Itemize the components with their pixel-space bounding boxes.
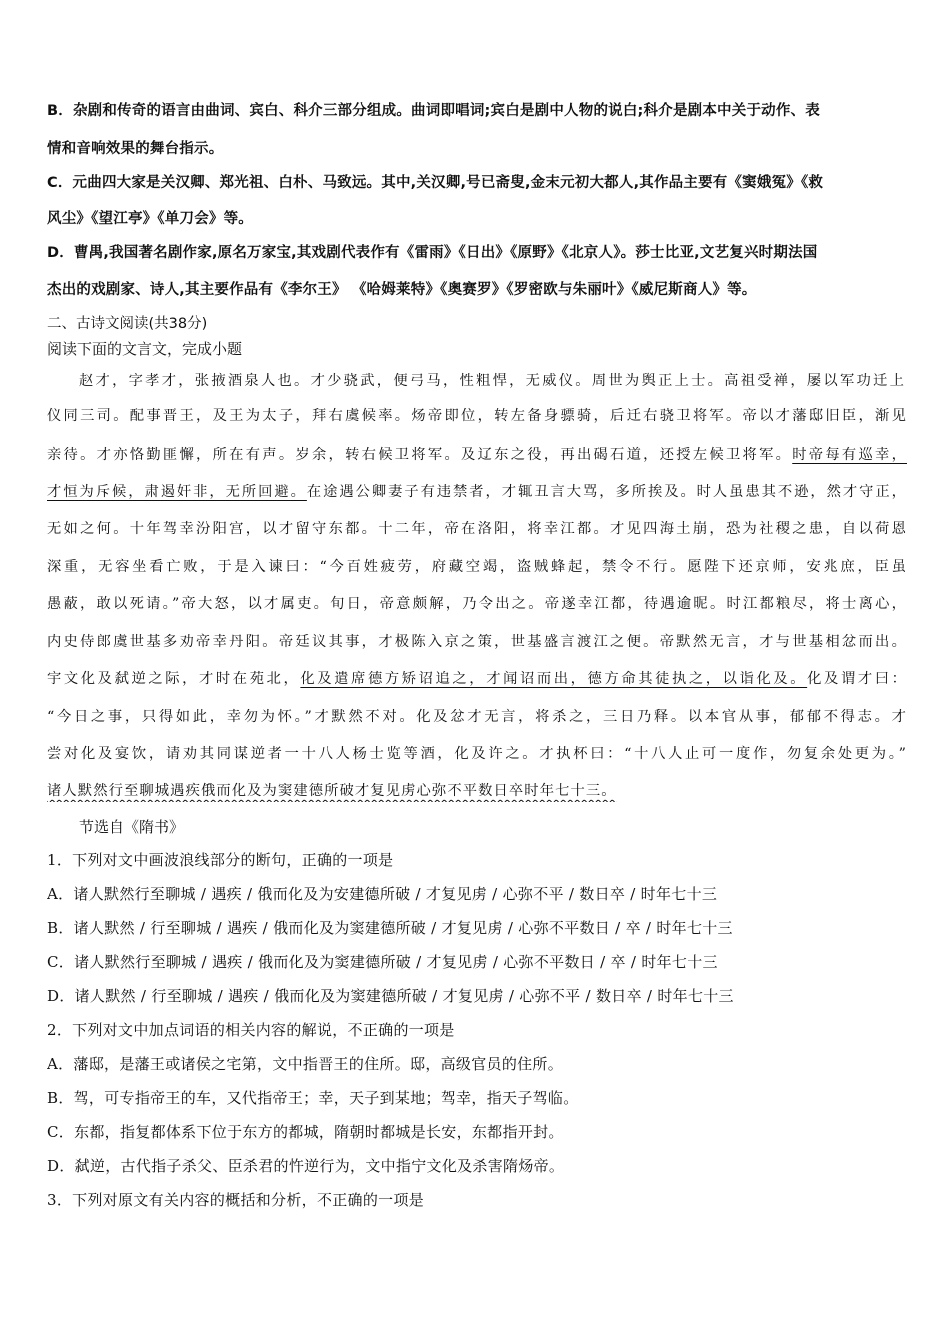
passage-line-6: 深重，无容坐看亡败，于是入谏曰：“今百姓疲劳，府藏空竭，盗贼蜂起，禁令不行。愿陛下还京师，安兆庶，臣虽 — [47, 559, 907, 575]
passage-line-8: 内史侍郎虞世基多劝帝幸丹阳。帝廷议其事，才极陈入京之策，世基盛言渡江之便。帝默然无言，才与世基相忿而出。 — [47, 634, 907, 650]
question-1-option-a: A．诸人默然行至聊城 / 遇疾 / 俄而化及为安建德所破 / 才复见虏 / 心弥不平 / 数日卒 / 时年七十三 — [47, 885, 718, 903]
question-2-stem: 2．下列对文中加点词语的相关内容的解说，不正确的一项是 — [47, 1021, 455, 1039]
question-1-stem: 1．下列对文中画波浪线部分的断句，正确的一项是 — [47, 851, 394, 869]
passage-line-2: 仪同三司。配事晋王，及王为太子，拜右虞候率。炀帝即位，转左备身骠骑，后迁右骁卫将军。帝以才藩邸旧臣，渐见 — [47, 408, 907, 424]
underlined-sentence-part-2: 才恒为斥候，肃遏奸非，无所回避。 — [47, 484, 307, 500]
passage-line-9 — [47, 668, 907, 690]
question-3-stem: 3．下列对原文有关内容的概括和分析，不正确的一项是 — [47, 1191, 425, 1209]
underlined-sentence-part-1: 时帝每有巡幸， — [792, 447, 907, 463]
passage-line-5: 无如之何。十年驾幸汾阳宫，以才留守东都。十二年，帝在洛阳，将幸江都。才见四海土崩，恐为社稷之患，自以荷恩 — [47, 521, 907, 537]
section-instruction: 阅读下面的文言文，完成小题 — [47, 340, 243, 358]
passage-line-7: 愚蔽，敢以死请。”帝大怒，以才属吏。旬日，帝意颇解，乃令出之。帝遂幸江都，待遇逾昵。时江都粮尽，将士离心， — [47, 596, 907, 612]
option-c-line-2: 风尘》《望江亭》《单刀会》等。 — [47, 211, 253, 227]
passage-line-3 — [47, 444, 907, 466]
passage-line-10: “今日之事，只得如此，幸勿为怀。”才默然不对。化及忿才无言，将杀之，三日乃释。以本官从事，郁郁不得志。才 — [47, 709, 907, 725]
passage-line-12 — [47, 780, 907, 802]
question-2-option-a: A．藩邸，是藩王或诸侯之宅第，文中指晋王的住所。邸，高级官员的住所。 — [47, 1055, 564, 1073]
option-b-line-1: B．杂剧和传奇的语言由曲词、宾白、科介三部分组成。曲词即唱词;宾白是剧中人物的说白;科介是剧本中关于动作、表 — [47, 103, 820, 119]
passage-line-4 — [47, 481, 907, 503]
question-2-option-c: C．东都，指复都体系下位于东方的都城，隋朝时都城是长安，东都指开封。 — [47, 1123, 564, 1141]
option-c-line-1: C．元曲四大家是关汉卿、郑光祖、白朴、马致远。其中,关汉卿,号已斋叟,金末元初大都人,其作品主要有《窦娥冤》《救 — [47, 175, 824, 191]
option-d-line-2: 杰出的戏剧家、诗人,其主要作品有《李尔王》 《哈姆莱特》《奥赛罗》《罗密欧与朱丽叶》《威尼斯商人》等。 — [47, 282, 757, 298]
passage-text: 宇文化及弑逆之际，才时在苑北， — [47, 671, 301, 687]
passage-source: 节选自《隋书》 — [79, 818, 185, 836]
section-heading: 二、古诗文阅读(共38分) — [47, 316, 208, 332]
passage-line-11: 尝对化及宴饮，请劝其同谋逆者一十八人杨士览等酒，化及许之。才执杯曰：“十八人止可一度作，勿复余处更为。” — [47, 746, 907, 762]
passage-text: 化及谓才曰： — [807, 671, 907, 687]
passage-text: 亲待。才亦恪勤匪懈，所在有声。岁余，转右候卫将军。及辽东之役，再出碣石道，还授左候卫将军。 — [47, 447, 793, 463]
question-1-option-c: C．诸人默然行至聊城 / 遇疾 / 俄而化及为窦建德所破 / 才复见虏 / 心弥不平数日 / 卒 / 时年七十三 — [47, 953, 718, 971]
underlined-sentence-2: 化及遣席德方矫诏追之，才闻诏而出，德方命其徒执之，以诣化及。 — [300, 671, 808, 687]
wavy-underlined-sentence: 诸人默然行至聊城遇疾俄而化及为窦建德所破才复见虏心弥不平数日卒时年七十三。 — [47, 783, 617, 799]
question-2-option-b: B．驾，可专指帝王的车，又代指帝王；幸，天子到某地；驾幸，指天子驾临。 — [47, 1089, 579, 1107]
passage-text: 在途遇公卿妻子有违禁者，才辄丑言大骂，多所挨及。时人虽患其不逊，然才守正， — [306, 484, 907, 500]
question-1-option-b: B．诸人默然 / 行至聊城 / 遇疾 / 俄而化及为窦建德所破 / 才复见虏 / 心弥不平数日 / 卒 / 时年七十三 — [47, 919, 733, 937]
question-1-option-d: D．诸人默然 / 行至聊城 / 遇疾 / 俄而化及为窦建德所破 / 才复见虏 / 心弥不平 / 数日卒 / 时年七十三 — [47, 987, 734, 1005]
passage-line-1: 赵才，字孝才，张掖酒泉人也。才少骁武，便弓马，性粗悍，无威仪。周世为舆正上士。高祖受禅，屡以军功迁上 — [79, 373, 905, 389]
question-2-option-d: D．弑逆，古代指子杀父、臣杀君的忤逆行为，文中指宁文化及杀害隋炀帝。 — [47, 1157, 565, 1175]
option-d-line-1: D．曹禺,我国著名剧作家,原名万家宝,其戏剧代表作有《雷雨》《日出》《原野》《北京人》。莎士比亚,文艺复兴时期法国 — [47, 245, 818, 261]
option-b-line-2: 情和音响效果的舞台指示。 — [47, 141, 224, 157]
